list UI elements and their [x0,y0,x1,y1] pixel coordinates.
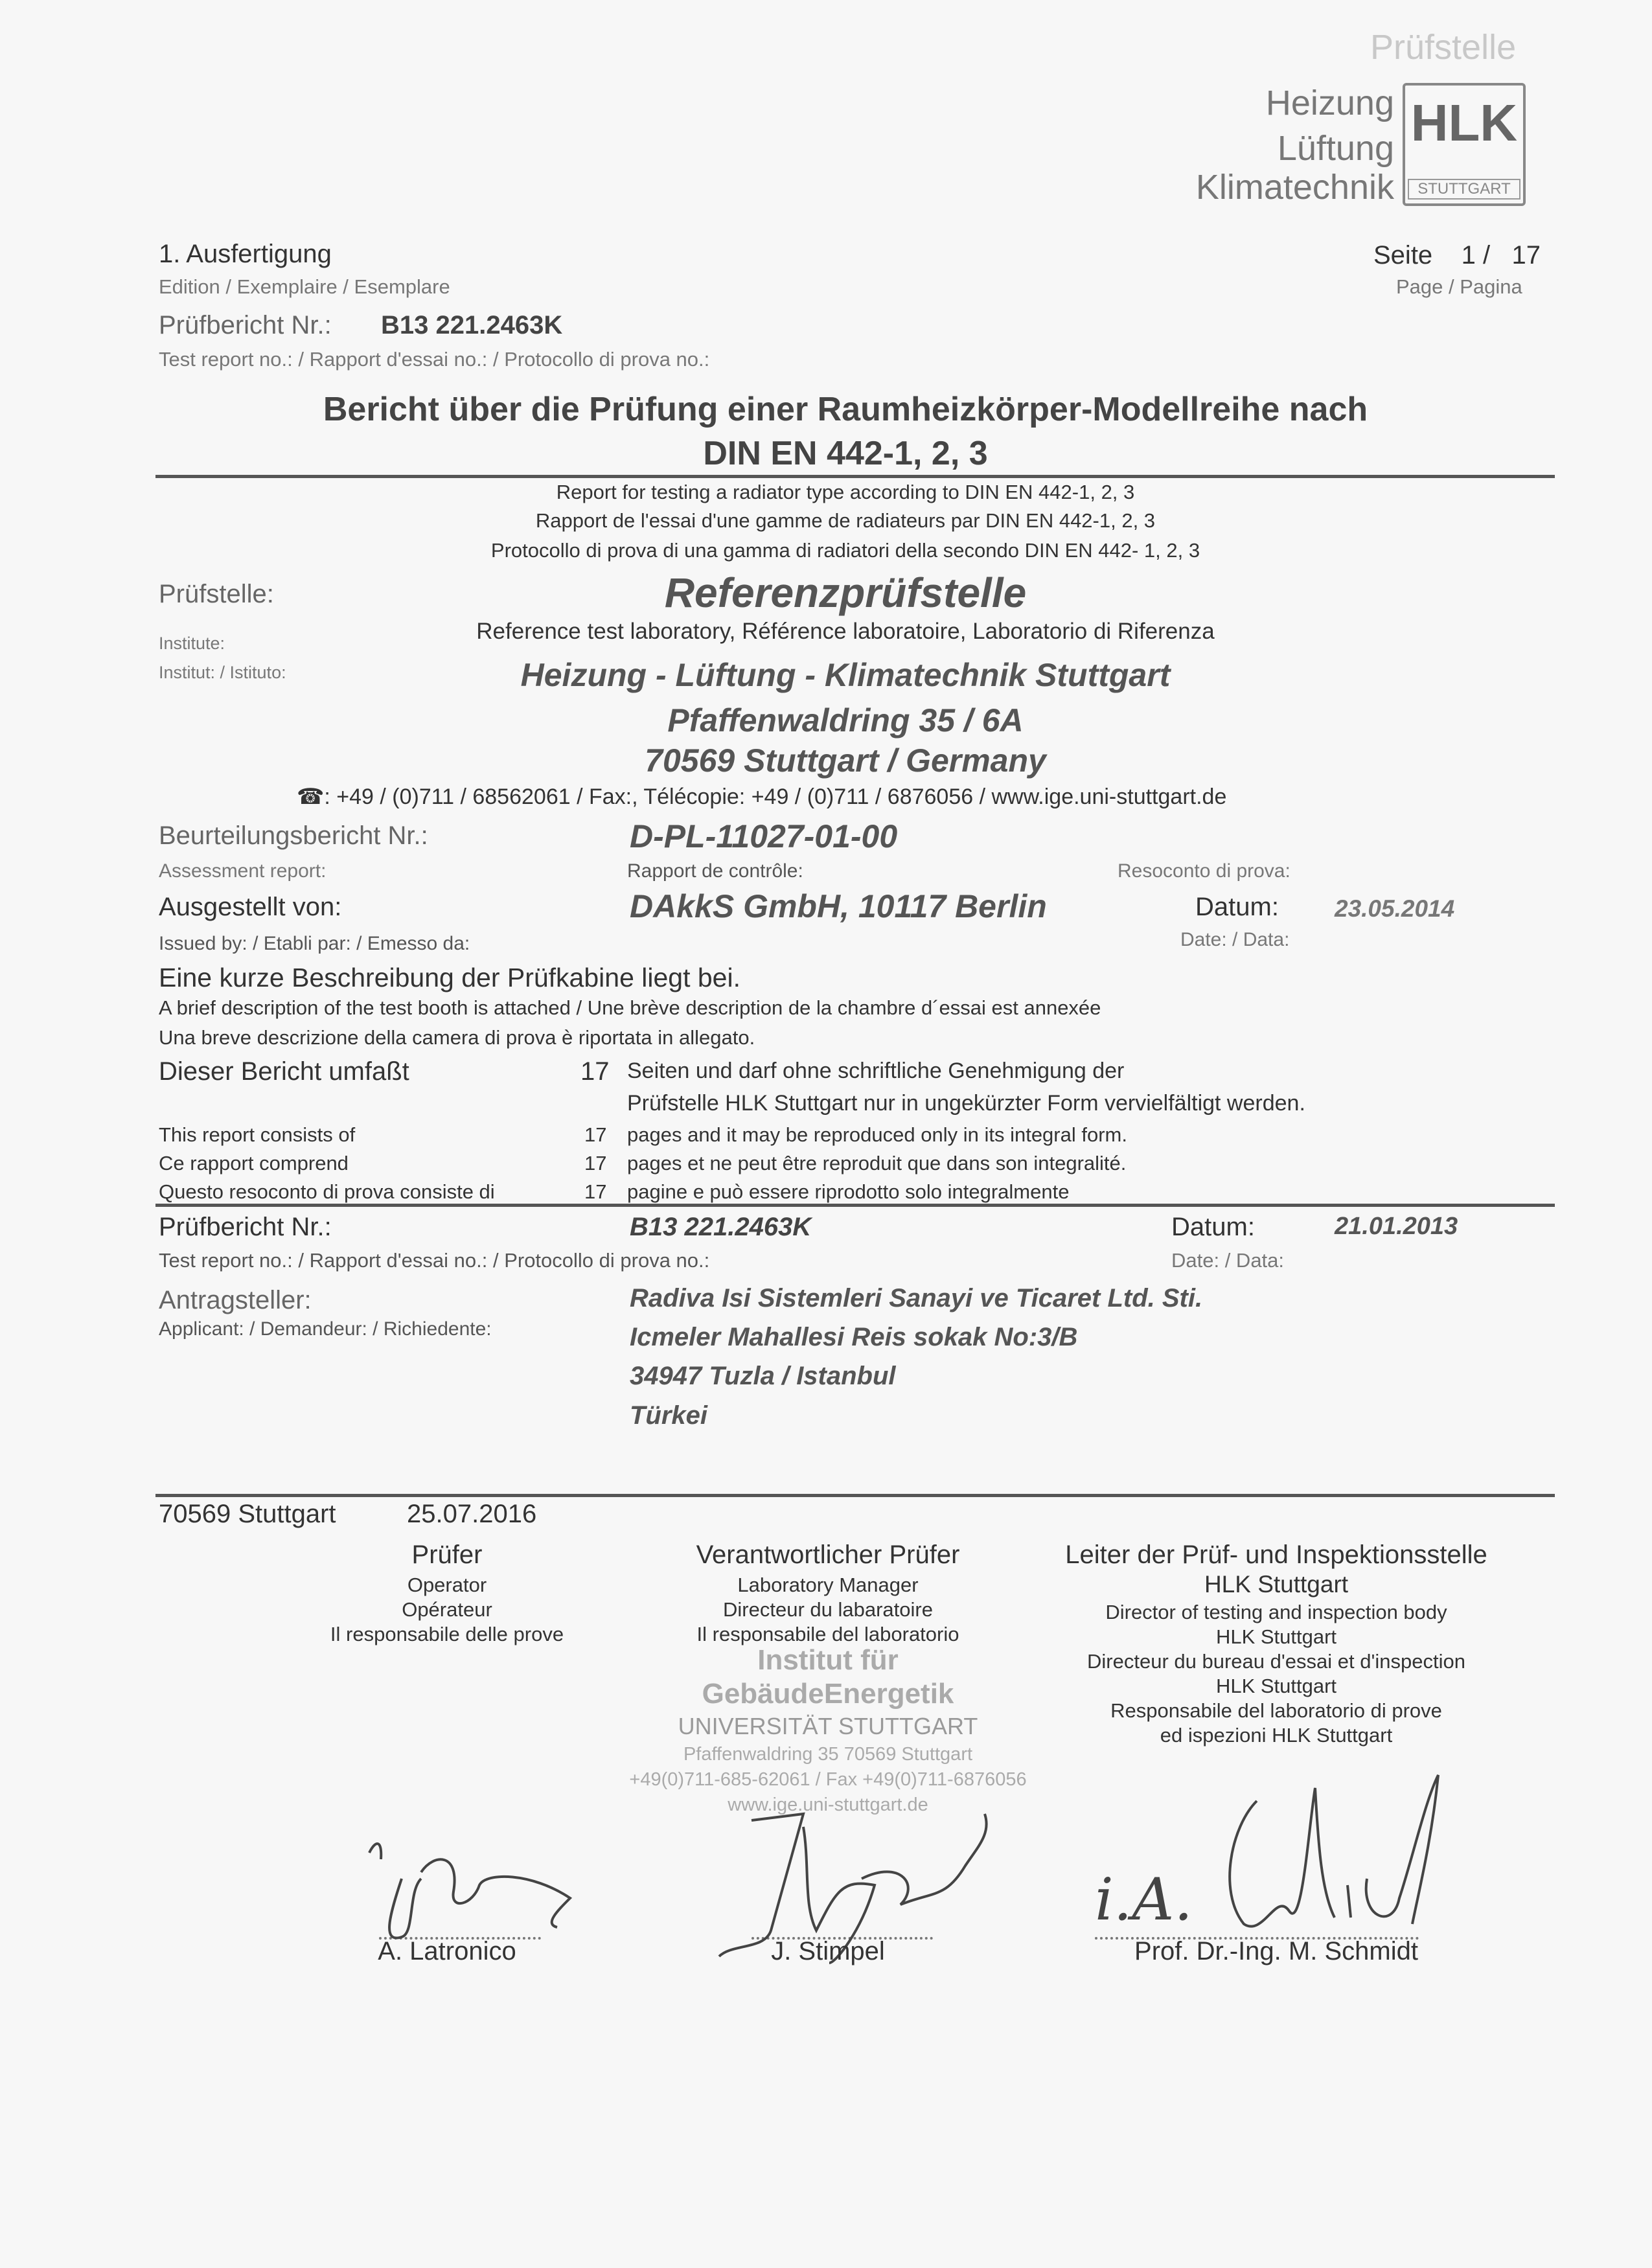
scope-pages: 17 [580,1057,610,1086]
title-en: Report for testing a radiator type according to DIN EN 442-1, 2, 3 [556,481,1135,503]
signatory-line: Directeur du bureau d'essai et d'inspection [1087,1650,1465,1673]
signatory-director [1011,1541,1542,1747]
signature-latronico [363,1814,583,1956]
logo-line3: Klimatechnik [1195,168,1394,207]
page-current: 1 [1461,241,1476,269]
signatory-line: Director of testing and inspection body [1105,1601,1447,1623]
scope-row-text: pages et ne peut être reproduit que dans son integralité. [627,1152,1127,1174]
logo-top: Prüfstelle [1370,28,1517,67]
signatory-operator [285,1541,609,1646]
signatory-line: Operator [407,1574,487,1596]
page-title: Bericht über die Prüfung einer Raumheizkörper-Modellreihe nach [323,391,1368,428]
report2-date-label: Datum: [1171,1213,1255,1241]
institute-city: 70569 Stuttgart / Germany [645,742,1046,779]
scope-row-label: Questo resoconto di prova consiste di [159,1180,495,1203]
applicant-line: Radiva Isi Sistemleri Sanayi ve Ticaret Ltd. Sti. [630,1284,1203,1312]
report-no-label: Prüfbericht Nr.: [159,311,332,339]
signatory-line: Il responsabile delle prove [330,1623,564,1645]
signatory-title: Verantwortlicher Prüfer [696,1541,960,1569]
scope-row-pages: 17 [584,1180,607,1203]
phone-icon: ☎ [297,784,325,810]
institute-sub1: Institute: [159,634,225,653]
booth-line2: A brief description of the test booth is attached / Une brève description de la chambre d´essai est annexée [159,996,1101,1019]
logo-box [1403,83,1526,206]
page-sub: Page / Pagina [1396,275,1522,298]
scope-text1: Seiten und darf ohne schriftliche Genehmigung der [627,1059,1125,1083]
issued-date-label: Datum: [1195,893,1279,921]
signature-schmidt [1179,1762,1451,1956]
title-rule [155,475,1555,478]
assessment-sub-en: Assessment report: [159,860,327,882]
report-no-value: B13 221.2463K [381,311,563,339]
report2-label: Prüfbericht Nr.: [159,1213,332,1241]
page-title-standard: DIN EN 442-1, 2, 3 [703,435,988,472]
signatory-line: Il responsabile del laboratorio [696,1623,959,1645]
institute-label: Prüfstelle: [159,580,274,608]
scope-row-text: pagine e può essere riprodotto solo integralmente [627,1180,1070,1203]
institute-contact [297,784,1226,810]
signature-prefix: i.A. [1095,1866,1193,1934]
page-indicator [1373,241,1541,270]
institute-name: Referenzprüfstelle [664,569,1027,616]
assessment-sub-it: Resoconto di prova: [1118,860,1291,882]
signatory-line: Laboratory Manager [737,1574,919,1596]
signatory-line: HLK Stuttgart [1215,1625,1337,1648]
institute-org: Heizung - Lüftung - Klimatechnik Stuttgart [520,657,1171,693]
report2-value: B13 221.2463K [630,1213,812,1241]
stamp-line2: GebäudeEnergetik [702,1678,954,1710]
applicant-label: Antragsteller: [159,1286,312,1314]
assessment-label: Beurteilungsbericht Nr.: [159,821,428,850]
page-sep: / [1483,241,1491,269]
scope-rule [155,1204,1555,1207]
applicant-line: 34947 Tuzla / Istanbul [630,1362,896,1390]
logo-line2: Lüftung [1277,129,1394,168]
signatory-manager [666,1541,990,1646]
stamp-line6: www.ige.uni-stuttgart.de [728,1794,928,1815]
report2-sub: Test report no.: / Rapport d'essai no.: / Protocollo di prova no.: [159,1249,710,1272]
signatory-title: Prüfer [411,1541,483,1569]
scope-label: Dieser Bericht umfaßt [159,1057,409,1086]
scope-row-label: This report consists of [159,1123,356,1146]
issue-date: 25.07.2016 [407,1500,537,1528]
logo-line1: Heizung [1265,84,1394,122]
issued-date-value: 23.05.2014 [1335,895,1455,922]
booth-line3: Una breve descrizione della camera di prova è riportata in allegato. [159,1026,755,1049]
title-fr: Rapport de l'essai d'une gamme de radiateurs par DIN EN 442-1, 2, 3 [535,509,1156,532]
signatory-line: HLK Stuttgart [1204,1571,1349,1598]
signatory-name-manager: J. Stimpel [771,1937,885,1965]
logo-box-main: HLK [1410,94,1518,152]
logo-box-sub: STUTTGART [1408,179,1520,200]
stamp-line4: Pfaffenwaldring 35 70569 Stuttgart [683,1744,973,1765]
scope-row-label: Ce rapport comprend [159,1152,349,1174]
page-total: 17 [1511,241,1541,269]
issued-date-sub: Date: / Data: [1180,929,1290,950]
contact-text: : +49 / (0)711 / 68562061 / Fax:, Télécopie: +49 / (0)711 / 6876056 / www.ige.uni-stuttgart.de [324,785,1227,809]
report2-date-value: 21.01.2013 [1335,1213,1458,1240]
scope-text2: Prüfstelle HLK Stuttgart nur in ungekürzter Form vervielfältigt werden. [627,1091,1305,1116]
scope-row-pages: 17 [584,1152,607,1174]
issued-sub: Issued by: / Etabli par: / Emesso da: [159,933,470,954]
report-no-sub: Test report no.: / Rapport d'essai no.: / Protocollo di prova no.: [159,348,710,371]
applicant-sub: Applicant: / Demandeur: / Richiedente: [159,1318,492,1340]
signatory-line: Responsabile del laboratorio di prove [1110,1699,1442,1722]
signatory-name-operator: A. Latronico [378,1937,516,1965]
institute-street: Pfaffenwaldring 35 / 6A [667,702,1024,739]
signatory-line: HLK Stuttgart [1215,1675,1337,1697]
institute-sub2: Institut: / Istituto: [159,663,286,682]
scope-row-text: pages and it may be reproduced only in its integral form. [627,1123,1127,1146]
signatory-title: Leiter der Prüf- und Inspektionsstelle [1065,1541,1487,1569]
booth-line1: Eine kurze Beschreibung der Prüfkabine liegt bei. [159,963,740,992]
edition-sub: Edition / Exemplaire / Esemplare [159,275,450,298]
edition-label: 1. Ausfertigung [159,240,332,268]
issued-value: DAkkS GmbH, 10117 Berlin [630,888,1047,924]
stamp-line5: +49(0)711-685-62061 / Fax +49(0)711-6876056 [629,1769,1027,1790]
report2-date-sub: Date: / Data: [1171,1249,1285,1272]
issued-label: Ausgestellt von: [159,893,342,921]
place: 70569 Stuttgart [159,1500,336,1528]
signatory-line: ed ispezioni HLK Stuttgart [1160,1724,1393,1747]
signatory-line: Opérateur [402,1598,492,1621]
scope-row-pages: 17 [584,1123,607,1146]
page-label: Seite [1373,241,1433,269]
assessment-value: D-PL-11027-01-00 [630,818,898,854]
signatory-line: Directeur du labaratoire [723,1598,933,1621]
applicant-line: Türkei [630,1401,708,1430]
stamp-line3: UNIVERSITÄT STUTTGART [678,1713,978,1739]
signatory-name-director: Prof. Dr.-Ing. M. Schmidt [1134,1937,1418,1965]
assessment-sub-fr: Rapport de contrôle: [627,860,803,882]
institute-name-sub: Reference test laboratory, Référence laboratoire, Laboratorio di Riferenza [476,619,1215,644]
applicant-rule [155,1494,1555,1497]
institute-stamp [601,1644,1055,1816]
applicant-line: Icmeler Mahallesi Reis sokak No:3/B [630,1323,1078,1351]
stamp-line1: Institut für [757,1644,899,1676]
title-it: Protocollo di prova di una gamma di radiatori della secondo DIN EN 442- 1, 2, 3 [490,539,1200,562]
